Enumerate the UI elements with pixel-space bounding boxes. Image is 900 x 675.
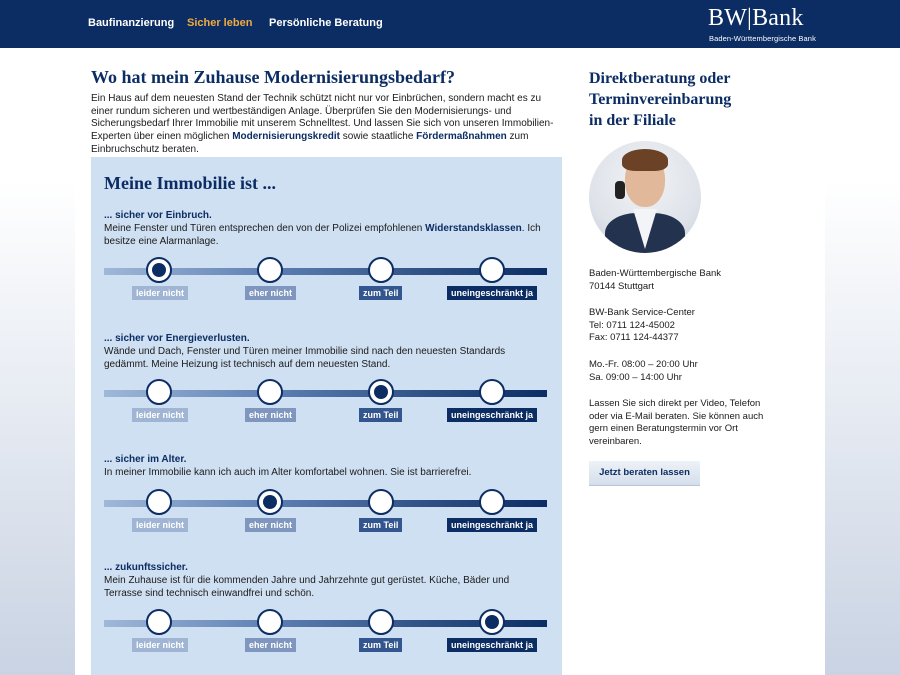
question-heading: ... sicher vor Energieverlusten. — [104, 333, 250, 344]
rating-dot-eher-nicht[interactable] — [257, 257, 283, 283]
top-navigation-bar — [0, 0, 900, 48]
sidebar-title — [589, 68, 789, 131]
option-label-uneingeschraenkt-ja[interactable]: uneingeschränkt ja — [447, 286, 537, 300]
nav-sicher-leben[interactable]: Sicher leben — [187, 17, 253, 29]
opening-hours — [589, 359, 779, 384]
advisor-avatar — [589, 141, 701, 253]
rating-dot-eher-nicht[interactable] — [257, 489, 283, 515]
question-heading: ... zukunftssicher. — [104, 562, 188, 573]
rating-dot-uneingeschraenkt-ja[interactable] — [479, 489, 505, 515]
logo-name: BW|Bank — [708, 5, 804, 31]
rating-dot-zum-teil[interactable] — [368, 257, 394, 283]
intro-text: sowie staatliche — [340, 131, 417, 143]
question-text: In meiner Immobilie kann ich auch im Alter komfortabel wohnen. Sie ist barrierefrei. — [104, 467, 472, 478]
option-label-zum-teil[interactable]: zum Teil — [359, 286, 402, 300]
option-label-leider-nicht[interactable]: leider nicht — [132, 408, 188, 422]
rating-dot-leider-nicht[interactable] — [146, 257, 172, 283]
sidebar-title-line: Terminvereinbarung — [589, 91, 732, 108]
intro-paragraph — [91, 93, 561, 157]
bank-address — [589, 268, 779, 293]
page-title: Wo hat mein Zuhause Modernisierungsbedarf? — [91, 67, 456, 87]
rating-scale — [104, 257, 549, 307]
option-label-eher-nicht[interactable]: eher nicht — [245, 408, 296, 422]
main-content-panel — [75, 48, 825, 675]
rating-dot-eher-nicht[interactable] — [257, 609, 283, 635]
question-text-part: . Ich besitze eine Alarmanlage. — [104, 223, 541, 247]
question-text — [104, 223, 544, 248]
nav-persoenliche-beratung[interactable]: Persönliche Beratung — [269, 17, 383, 29]
question-text-part: Meine Fenster und Türen entsprechen den von der Polizei empfohlenen — [104, 223, 426, 234]
nav-baufinanzierung[interactable]: Baufinanzierung — [88, 17, 175, 29]
rating-dot-uneingeschraenkt-ja[interactable] — [479, 257, 505, 283]
rating-dot-leider-nicht[interactable] — [146, 609, 172, 635]
rating-dot-leider-nicht[interactable] — [146, 489, 172, 515]
fax-number: Fax: 0711 124-44377 — [589, 332, 679, 344]
phone-number[interactable]: Tel: 0711 124-45002 — [589, 319, 675, 331]
link-modernisierungskredit[interactable]: Modernisierungskredit — [232, 131, 341, 143]
link-foerdermassnahmen[interactable]: Fördermaßnahmen — [416, 131, 507, 143]
consultation-info: Lassen Sie sich direkt per Video, Telefon oder via E-Mail beraten. Sie können auch gern einen Beratungstermin vor Ort vereinbaren. — [589, 398, 764, 448]
intro-text: Ein Haus auf dem neuesten Stand der Technik schützt nicht nur vor Einbrüchen, sondern macht es zu einer rundum sicheren und wertbeständigen Anlage. Überprüfen Sie den Modernisierungs- und Sicherungsbedarf Ihrer Immobilie mit unserem Schnelltest. Und lassen Sie sich von unseren Immobilien-Experten über einen möglichen — [91, 93, 554, 143]
rating-scale — [104, 489, 549, 539]
hours-line: Mo.-Fr. 08:00 – 20:00 Uhr — [589, 359, 698, 370]
question-text: Wände und Dach, Fenster und Türen meiner Immobilie sind nach den neuesten Standards gedämmt. Meine Heizung ist technisch auf dem neuesten Stand. — [104, 346, 506, 370]
address-line: Baden-Württembergische Bank — [589, 268, 722, 279]
question-text: Mein Zuhause ist für die kommenden Jahre und Jahrzehnte gut gerüstet. Küche, Bäder und Terrasse sind technisch einwandfrei und schön. — [104, 575, 510, 599]
option-label-eher-nicht[interactable]: eher nicht — [245, 286, 296, 300]
option-label-uneingeschraenkt-ja[interactable]: uneingeschränkt ja — [447, 408, 537, 422]
link-widerstandsklassen[interactable]: Widerstandsklassen — [425, 223, 522, 234]
rating-dot-uneingeschraenkt-ja[interactable] — [479, 379, 505, 405]
sidebar-title-line: Direktberatung oder — [589, 70, 731, 87]
quiz-title: Meine Immobilie ist ... — [104, 173, 276, 193]
sidebar-title-line: in der Filiale — [589, 112, 676, 129]
option-label-leider-nicht[interactable]: leider nicht — [132, 518, 188, 532]
option-label-zum-teil[interactable]: zum Teil — [359, 408, 402, 422]
rating-dot-leider-nicht[interactable] — [146, 379, 172, 405]
rating-scale — [104, 379, 549, 429]
question-heading: ... sicher im Alter. — [104, 454, 187, 465]
rating-dot-eher-nicht[interactable] — [257, 379, 283, 405]
question-heading: ... sicher vor Einbruch. — [104, 210, 212, 221]
logo-subtitle: Baden-Württembergische Bank — [709, 34, 816, 43]
rating-dot-zum-teil[interactable] — [368, 489, 394, 515]
address-line: 70144 Stuttgart — [589, 280, 654, 292]
consult-now-button[interactable]: Jetzt beraten lassen — [589, 461, 700, 486]
bw-bank-logo[interactable] — [708, 5, 820, 45]
hours-line: Sa. 09:00 – 14:00 Uhr — [589, 371, 682, 383]
rating-dot-uneingeschraenkt-ja[interactable] — [479, 609, 505, 635]
rating-dot-zum-teil[interactable] — [368, 379, 394, 405]
avatar-hair — [622, 149, 668, 171]
headset-icon — [615, 181, 625, 199]
option-label-zum-teil[interactable]: zum Teil — [359, 638, 402, 652]
option-label-leider-nicht[interactable]: leider nicht — [132, 286, 188, 300]
quick-test-panel — [91, 157, 562, 675]
option-label-eher-nicht[interactable]: eher nicht — [245, 638, 296, 652]
option-label-uneingeschraenkt-ja[interactable]: uneingeschränkt ja — [447, 518, 537, 532]
option-label-zum-teil[interactable]: zum Teil — [359, 518, 402, 532]
option-label-eher-nicht[interactable]: eher nicht — [245, 518, 296, 532]
rating-dot-zum-teil[interactable] — [368, 609, 394, 635]
service-center-name: BW-Bank Service-Center — [589, 307, 695, 318]
intro-text: zum Einbruchschutz beraten. — [91, 131, 529, 155]
option-label-uneingeschraenkt-ja[interactable]: uneingeschränkt ja — [447, 638, 537, 652]
option-label-leider-nicht[interactable]: leider nicht — [132, 638, 188, 652]
service-center-contact — [589, 307, 779, 345]
rating-scale — [104, 609, 549, 659]
